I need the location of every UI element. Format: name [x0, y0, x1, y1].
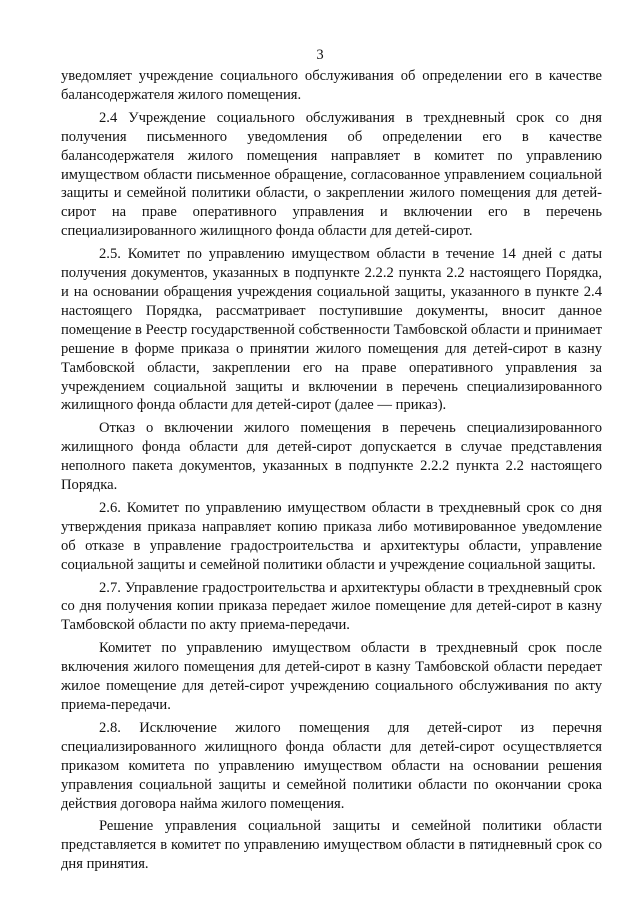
paragraph-refusal: Отказ о включении жилого помещения в перечень специализированного жилищного фонда области для детей-сирот допускается в случае представления неполного пакета документов, указанных в подпункте 2.2.2 пункта 2.2 настоящего Порядка.	[61, 420, 602, 494]
paragraph-2-5: 2.5. Комитет по управлению имуществом области в течение 14 дней с даты получения документов, указанных в подпункте 2.2.2 пункта 2.2 настоящего Порядка, и на основании обращения учреждения социальной защиты, указанного в пункте 2.4 настоящего Порядка, рассматривает поступившие документы, вносит данное помещение в Реестр государственной собственности Тамбовской области и принимает решение в форме приказа о принятии жилого помещения для детей-сирот в казну Тамбовской области, закреплении его на праве оперативного управления за учреждением социальной защиты и включении в перечень специализированного жилищного фонда области для детей-сирот (далее — приказ).	[61, 246, 602, 414]
paragraph-transfer: Комитет по управлению имуществом области в трехдневный срок после включения жилого помещения для детей-сирот в казну Тамбовской области передает жилое помещение для детей-сирот учреждению социального обслуживания по акту приема-передачи.	[61, 640, 602, 713]
paragraph-2-7: 2.7. Управление градостроительства и архитектуры области в трехдневный срок со дня получения копии приказа передает жилое помещение для детей-сирот в казну Тамбовской области по акту приема-передачи.	[61, 579, 602, 634]
paragraph-2-4: 2.4 Учреждение социального обслуживания в трехдневный срок со дня получения письменного уведомления об определении его в качестве балансодержателя жилого помещения направляет в комитет по управлению имуществом области письменное обращение, согласованное управлением социальной защиты и семейной политики области, о закреплении жилого помещения для детей-сирот на праве оперативного управления и включении его в перечень специализированного жилищного фонда области для детей-сирот.	[61, 109, 602, 240]
paragraph-2-8: 2.8. Исключение жилого помещения для детей-сирот из перечня специализированного жилищного фонда области для детей-сирот осуществляется приказом комитета по управлению имуществом области на основании решения управления социальной защиты и семейной политики области по окончании срока действия договора найма жилого помещения.	[61, 719, 602, 812]
paragraph-continuation: уведомляет учреждение социального обслуживания об определении его в качестве балансодержателя жилого помещения.	[61, 68, 602, 103]
paragraph-decision: Решение управления социальной защиты и семейной политики области представляется в комитет по управлению имуществом области в пятидневный срок со дня принятия.	[61, 818, 602, 873]
page-number: 3	[316, 47, 324, 63]
paragraph-2-6: 2.6. Комитет по управлению имуществом области в трехдневный срок со дня утверждения приказа направляет копию приказа либо мотивированное уведомление об отказе в управление градостроительства и архитектуры области, управление социальной защиты и семейной политики области и учреждение социальной защиты.	[61, 499, 602, 573]
document-body	[61, 67, 602, 874]
